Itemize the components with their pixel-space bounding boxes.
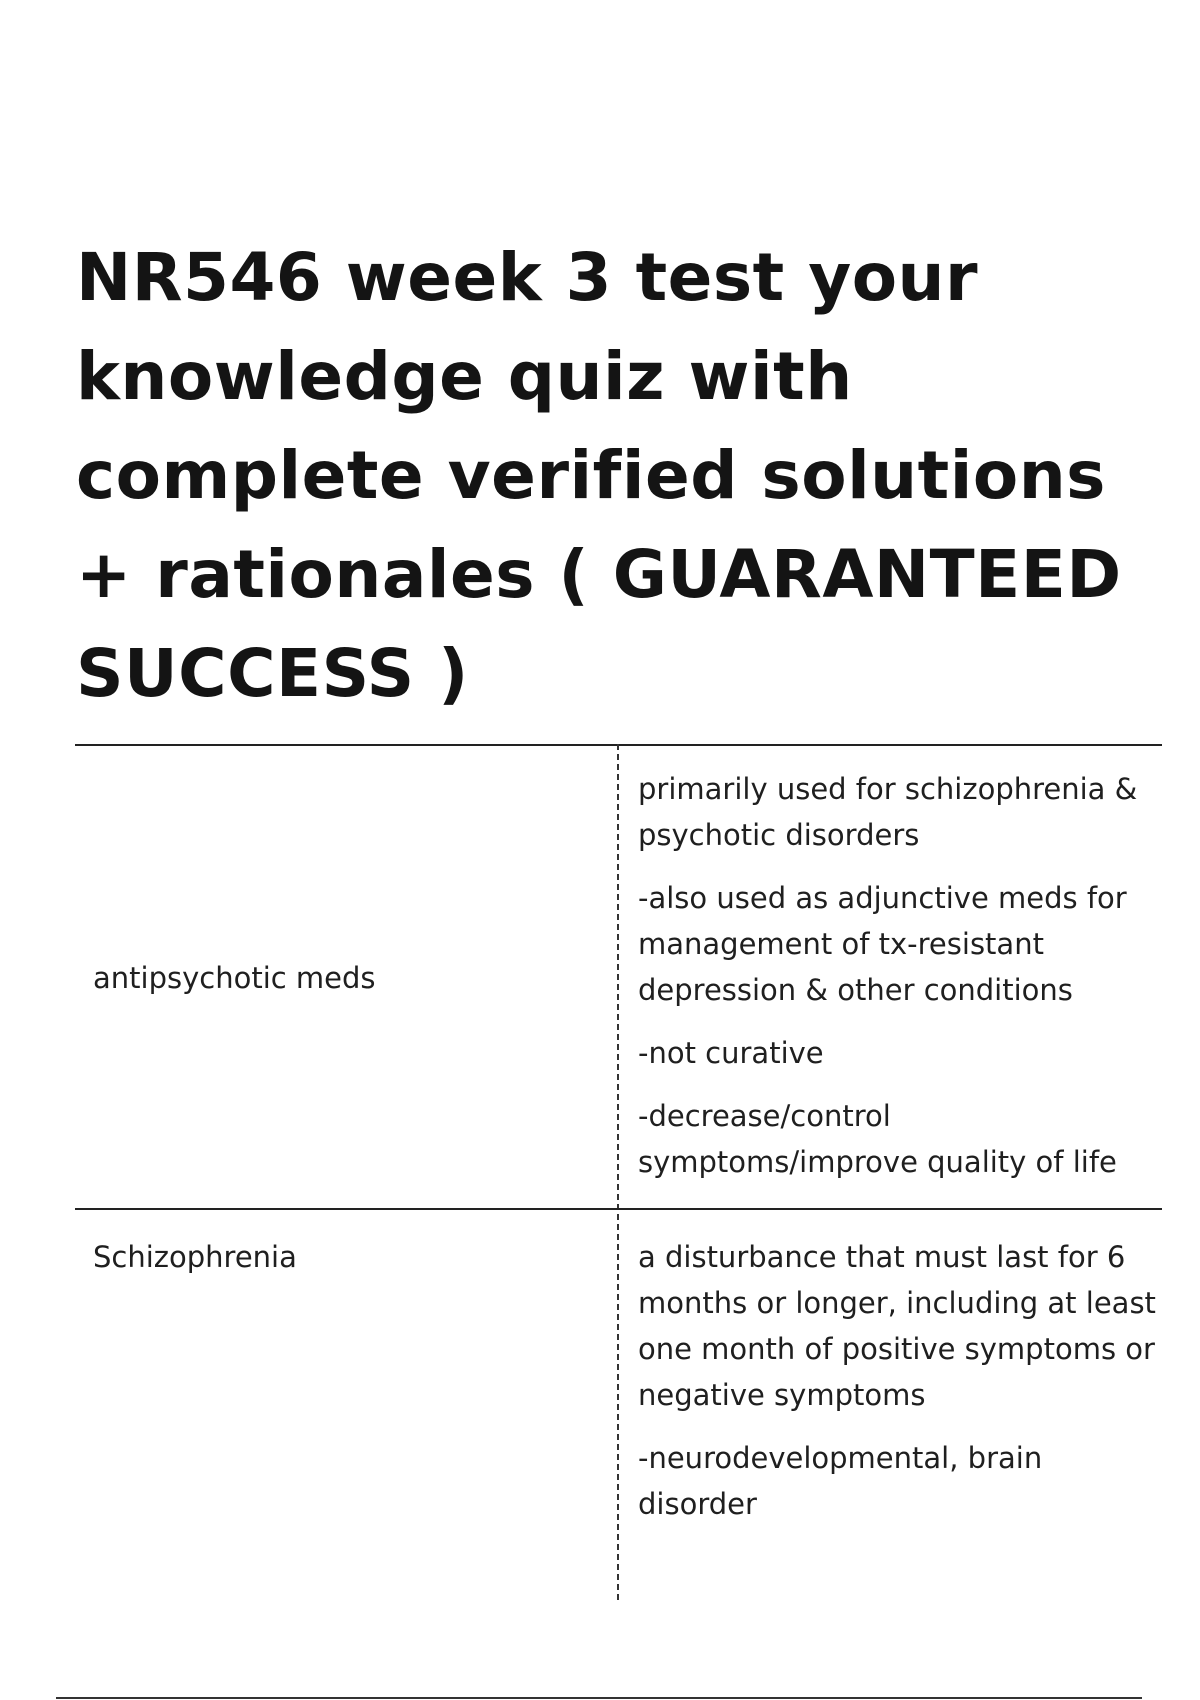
document-title: NR546 week 3 test your knowledge quiz with complete verified solutions + rationales ( GUARANTEED SUCCESS ) <box>76 239 1122 712</box>
card-term-antipsychotic-meds: antipsychotic meds <box>93 961 376 995</box>
definition-line: -not curative <box>638 1036 824 1070</box>
page-bottom-rule <box>56 1697 1142 1699</box>
definition-line: a disturbance that must last for 6 months or longer, including at least one month of positive symptoms or negative symptoms <box>638 1240 1156 1412</box>
table-row-rule <box>75 1208 1162 1210</box>
card-term-schizophrenia: Schizophrenia <box>93 1240 297 1274</box>
flashcard-table <box>75 744 1162 1600</box>
definition-line: -also used as adjunctive meds for management of tx-resistant depression & other conditions <box>638 881 1127 1007</box>
definition-line: primarily used for schizophrenia & psychotic disorders <box>638 772 1138 852</box>
definition-line: -neurodevelopmental, brain disorder <box>638 1441 1043 1521</box>
column-divider <box>617 744 619 1600</box>
card-definition-antipsychotic-meds <box>638 766 1158 1202</box>
card-definition-schizophrenia <box>638 1234 1158 1544</box>
definition-line: -decrease/control symptoms/improve quality of life <box>638 1099 1117 1179</box>
